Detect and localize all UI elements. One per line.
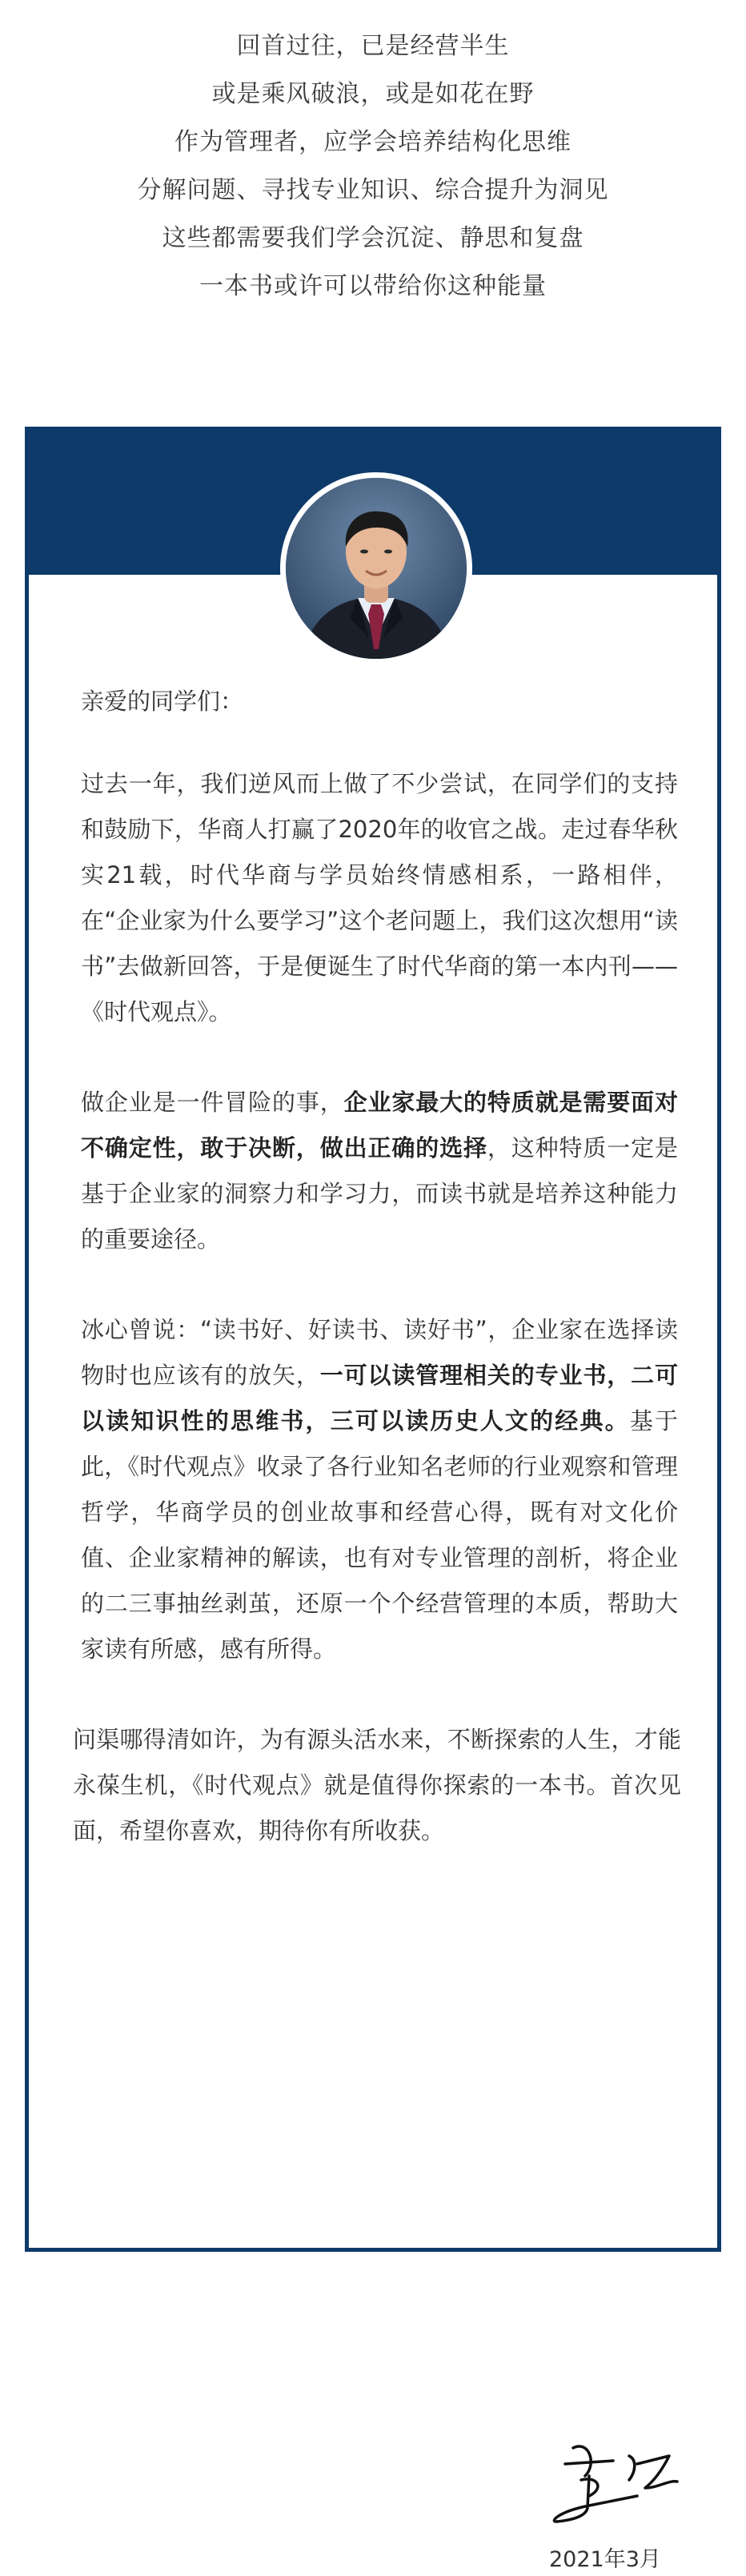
intro-line: 一本书或许可以带给你这种能量 — [199, 272, 547, 300]
avatar — [280, 472, 472, 664]
letter-body — [73, 679, 681, 1899]
intro-line: 作为管理者，应学会培养结构化思维 — [174, 128, 572, 156]
portrait-photo-icon — [286, 478, 467, 659]
paragraph-2-text: ，这种特质一定是基于企业家的洞察力和学习力，而读书就是培养这种能力的重要途径。 — [81, 1134, 678, 1253]
intro-line: 这些都需要我们学会沉淀、静思和复盘 — [162, 224, 584, 252]
paragraph-3 — [81, 1307, 678, 1672]
intro-line: 或是乘风破浪，或是如花在野 — [211, 80, 535, 108]
paragraph-2-emphasis: 企业家最大的特质就是需要面对不确定性，敢于决断，做出正确的选择 — [81, 1089, 678, 1162]
paragraph-3-text: 冰心曾说：“读书好、好读书、读好书”，企业家在选择读物时也应该有的放矢， — [81, 1316, 678, 1389]
letter-card — [25, 427, 721, 2572]
paragraph-3-text: 基于此，《时代观点》收录了各行业知名老师的行业观察和管理哲学，华商学员的创业故事和经营心得，既有对文化价值、企业家精神的解读，也有对专业管理的剖析，将企业的二三事抽丝剥茧，还原一个个经营管理的本质，帮助大家读有所感，感有所得。 — [81, 1407, 678, 1663]
salutation: 亲爱的同学们： — [81, 688, 244, 715]
intro-line: 分解问题、寻找专业知识、综合提升为洞见 — [137, 176, 609, 204]
letter-date: 2021年3月 — [549, 2547, 661, 2572]
intro-line: 回首过往，已是经营半生 — [236, 32, 510, 60]
intro-poem — [0, 22, 746, 311]
paragraph-2-text: 做企业是一件冒险的事， — [81, 1089, 344, 1116]
paragraph-3-emphasis: 一可以读管理相关的专业书，二可以读知识性的思维书，三可以读历史人文的经典。 — [81, 1362, 678, 1434]
paragraph-4: 问渠哪得清如许，为有源头活水来，不断探索的人生，才能永葆生机，《时代观点》就是值得你探索的一本书。首次见面，希望你喜欢，期待你有所收获。 — [73, 1726, 681, 1844]
paragraph-1: 过去一年，我们逆风而上做了不少尝试，在同学们的支持和鼓励下，华商人打赢了2020年的收官之战。走过春华秋实21载，时代华商与学员始终情感相系，一路相伴，在“企业家为什么要学习”这个老问题上，我们这次想用“读书”去做新回答，于是便诞生了时代华商的第一本内刊——《时代观点》。 — [81, 770, 678, 1025]
signature-icon — [541, 2432, 693, 2528]
paragraph-2 — [81, 1080, 678, 1262]
